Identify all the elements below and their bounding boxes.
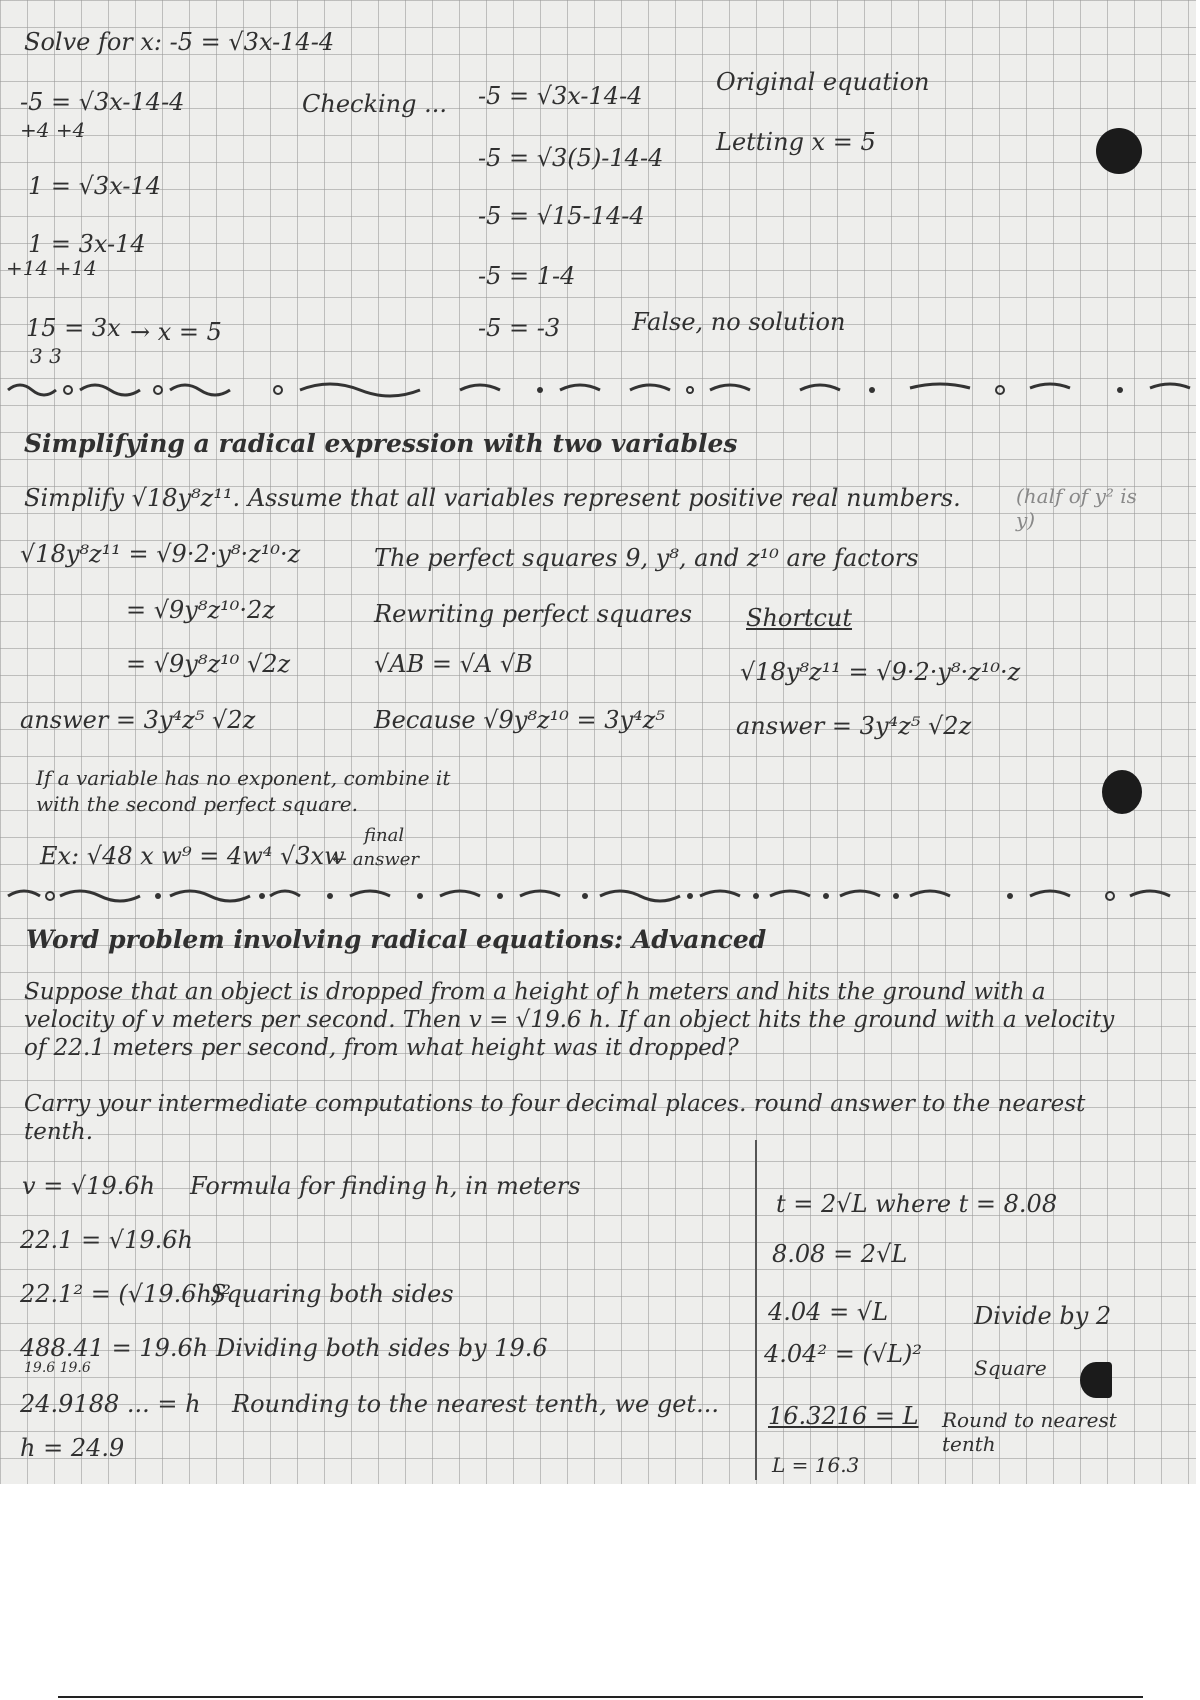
check-note: Letting x = 5 bbox=[716, 128, 876, 156]
binder-hole bbox=[1102, 770, 1142, 814]
solution-step: 22.1 = √19.6h bbox=[20, 1226, 193, 1254]
step-note: Rounding to the nearest tenth, we get... bbox=[232, 1390, 719, 1418]
solution-step: v = √19.6h bbox=[22, 1172, 156, 1200]
example-note: final bbox=[364, 825, 405, 846]
side-note: tenth bbox=[942, 1432, 996, 1456]
check-step: -5 = √3(5)-14-4 bbox=[478, 144, 664, 172]
solution-step: 22.1² = (√19.6h)² bbox=[20, 1280, 231, 1308]
step-note: Squaring both sides bbox=[210, 1280, 454, 1308]
side-note: Square bbox=[974, 1356, 1047, 1380]
solution-step: = √9y⁸z¹⁰·2z bbox=[126, 596, 275, 624]
problem-statement: Simplify √18y⁸z¹¹. Assume that all variables represent positive real numbers. bbox=[24, 484, 961, 512]
side-step: 16.3216 = L bbox=[768, 1402, 919, 1430]
solution-result: → x = 5 bbox=[130, 318, 222, 346]
example: Ex: √48 x w⁹ = 4w⁴ √3xw bbox=[40, 842, 345, 870]
binder-hole bbox=[1096, 128, 1142, 174]
solution-step: 3 3 bbox=[30, 344, 62, 368]
step-note: Rewriting perfect squares bbox=[374, 600, 693, 628]
side-step: 4.04² = (√L)² bbox=[764, 1340, 923, 1368]
example-note: ← answer bbox=[332, 849, 420, 870]
shortcut-step: √18y⁸z¹¹ = √9·2·y⁸·z¹⁰·z bbox=[740, 658, 1021, 686]
scan-bottom-rule bbox=[58, 1696, 1143, 1698]
solution-answer: answer = 3y⁴z⁵ √2z bbox=[20, 706, 256, 734]
solution-answer: h = 24.9 bbox=[20, 1434, 125, 1462]
solution-step: 15 = 3x bbox=[26, 314, 121, 342]
step-note: Dividing both sides by 19.6 bbox=[216, 1334, 548, 1362]
side-note: Divide by 2 bbox=[974, 1302, 1112, 1330]
step-note: Formula for finding h, in meters bbox=[190, 1172, 581, 1200]
check-step: -5 = √15-14-4 bbox=[478, 202, 645, 230]
side-answer: L = 16.3 bbox=[772, 1453, 860, 1477]
solution-step: 1 = √3x-14 bbox=[28, 172, 161, 200]
divider-squiggle bbox=[0, 372, 1196, 402]
word-problem: Suppose that an object is dropped from a height of h meters and hits the ground with a velocity of v meters per second. Then v = √19.6 h. If an object hits the ground with a velocity of 22.1 meters per second, from what height was it dropped? bbox=[24, 979, 1115, 1061]
step-note: Because √9y⁸z¹⁰ = 3y⁴z⁵ bbox=[374, 706, 665, 734]
column-divider bbox=[755, 1140, 757, 1480]
check-note: False, no solution bbox=[632, 308, 846, 336]
solution-step: +4 +4 bbox=[20, 118, 86, 142]
step-note: The perfect squares 9, y⁸, and z¹⁰ are factors bbox=[374, 544, 919, 572]
check-step: -5 = 1-4 bbox=[478, 262, 576, 290]
solution-step: 1 = 3x-14 bbox=[28, 230, 146, 258]
shortcut-label: Shortcut bbox=[746, 604, 853, 632]
section-heading: Simplifying a radical expression with two variables bbox=[24, 429, 738, 458]
solution-step: -5 = √3x-14-4 bbox=[20, 88, 185, 116]
solution-step: +14 +14 bbox=[6, 256, 97, 280]
solution-step: 24.9188 ... = h bbox=[20, 1390, 201, 1418]
side-step: 4.04 = √L bbox=[768, 1298, 889, 1326]
side-note: Round to nearest bbox=[942, 1408, 1117, 1432]
problem-statement: Solve for x: -5 = √3x-14-4 bbox=[24, 28, 335, 56]
instruction: Carry your intermediate computations to four decimal places. round answer to the nearest tenth. bbox=[24, 1091, 1086, 1145]
check-note: Original equation bbox=[716, 68, 930, 96]
shortcut-answer: answer = 3y⁴z⁵ √2z bbox=[736, 712, 972, 740]
side-step: 8.08 = 2√L bbox=[772, 1240, 908, 1268]
solution-step: 488.41 = 19.6h bbox=[20, 1334, 209, 1362]
solution-step: = √9y⁸z¹⁰ √2z bbox=[126, 650, 291, 678]
tip-line: If a variable has no exponent, combine it bbox=[36, 766, 451, 790]
section-heading: Word problem involving radical equations: Advanced bbox=[26, 925, 767, 954]
side-step: t = 2√L where t = 8.08 bbox=[776, 1190, 1058, 1218]
step-note: √AB = √A √B bbox=[374, 650, 533, 678]
solution-step: √18y⁸z¹¹ = √9·2·y⁸·z¹⁰·z bbox=[20, 540, 301, 568]
binder-hole bbox=[1080, 1362, 1112, 1398]
tip-line: with the second perfect square. bbox=[36, 792, 358, 816]
side-note: (half of y² is y) bbox=[1016, 484, 1137, 532]
check-step: -5 = -3 bbox=[478, 314, 561, 342]
checking-label: Checking ... bbox=[302, 90, 448, 118]
check-step: -5 = √3x-14-4 bbox=[478, 82, 643, 110]
divider-squiggle bbox=[0, 880, 1196, 910]
solution-step: 19.6 19.6 bbox=[24, 1360, 91, 1376]
